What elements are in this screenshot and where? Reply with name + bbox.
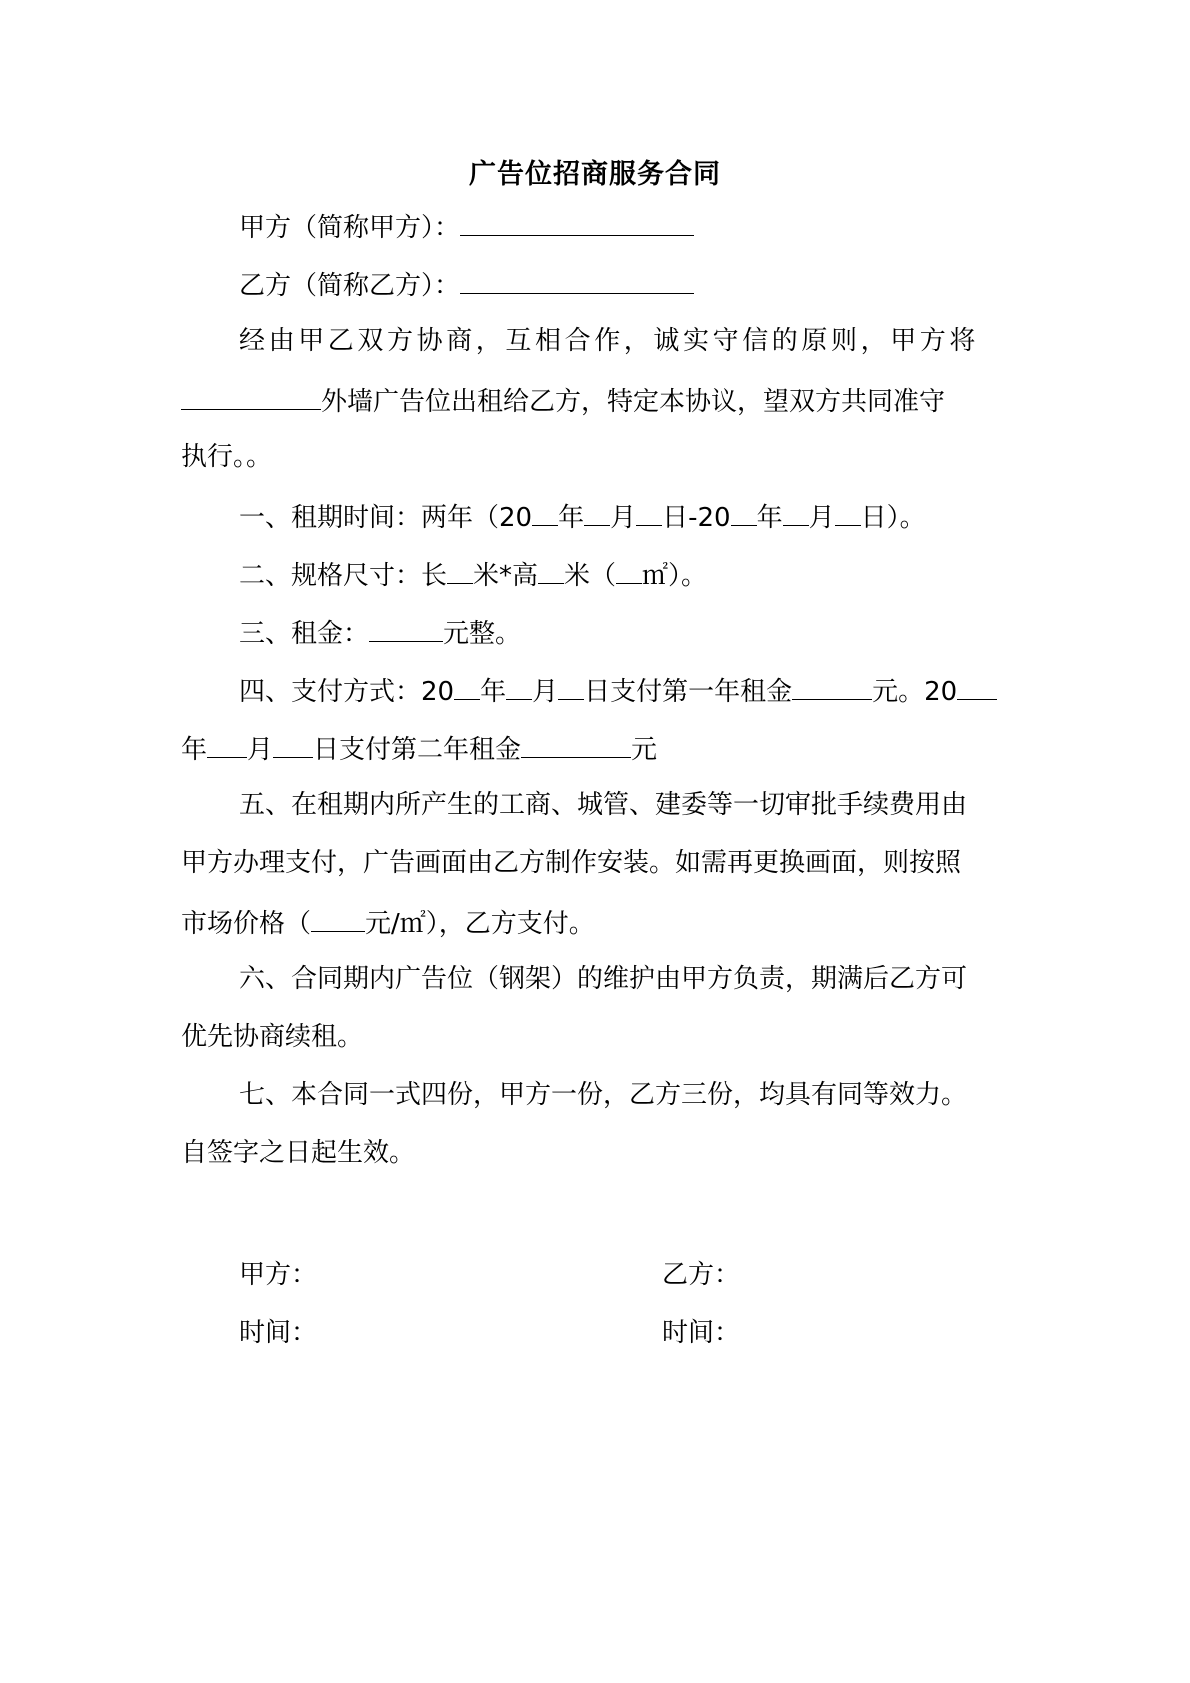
day-blank (636, 495, 662, 526)
clause-5-line-2: 甲方办理支付，广告画面由乙方制作安装。如需再更换画面，则按照 (181, 848, 962, 878)
signature-party-b: 乙方： (662, 1260, 741, 1290)
clause-4-text: 日支付第二年租金 (313, 735, 522, 765)
signature-time-b: 时间： (662, 1318, 741, 1348)
clause-4-text: 元 (631, 735, 658, 765)
party-a-label: 甲方（简称甲方）： (239, 213, 461, 243)
clause-3 (239, 611, 521, 654)
clause-6-line-1: 六、合同期内广告位（钢架）的维护由甲方负责，期满后乙方可 (239, 964, 968, 994)
clause-1-text: 月 (610, 503, 637, 533)
length-blank (447, 553, 473, 584)
party-a-line (239, 205, 694, 248)
clause-1-text: 日-20 (662, 503, 731, 533)
clause-3-text: 元整。 (443, 619, 522, 649)
height-blank (538, 553, 564, 584)
day-blank (835, 495, 861, 526)
clause-2-text: ㎡）。 (642, 561, 708, 591)
clause-4-text: 月 (247, 735, 274, 765)
clause-4-text: 元。20 (872, 677, 958, 707)
intro-line-2 (181, 379, 945, 422)
location-blank (181, 379, 321, 410)
year-blank (957, 669, 997, 700)
day-blank (273, 727, 313, 758)
clause-2-text: 米（ (564, 561, 617, 591)
clause-7-line-2: 自签字之日起生效。 (181, 1138, 416, 1168)
clause-4-text: 四、支付方式：20 (239, 677, 455, 707)
clause-4-line-1 (239, 669, 997, 712)
clause-6-line-2: 优先协商续租。 (181, 1022, 364, 1052)
clause-4-line-2 (181, 727, 657, 770)
clause-1 (239, 495, 926, 538)
clause-4-text: 年 (480, 677, 507, 707)
document-title: 广告位招商服务合同 (469, 159, 721, 190)
month-blank (207, 727, 247, 758)
clause-1-text: 一、租期时间：两年（20 (239, 503, 533, 533)
intro-line-1: 经由甲乙双方协商，互相合作，诚实守信的原则，甲方将 (239, 326, 980, 356)
month-blank (783, 495, 809, 526)
signature-party-a: 甲方： (239, 1260, 318, 1290)
clause-4-text: 月 (532, 677, 559, 707)
clause-4-text: 年 (181, 735, 208, 765)
month-blank (506, 669, 532, 700)
clause-2-text: 二、规格尺寸：长 (239, 561, 448, 591)
party-a-blank (460, 205, 694, 236)
clause-5-text: 市场价格（ (181, 909, 312, 939)
clause-5-text: 元/㎡），乙方支付。 (365, 909, 595, 939)
clause-3-text: 三、租金： (239, 619, 370, 649)
day-blank (558, 669, 584, 700)
clause-1-text: 年 (558, 503, 585, 533)
clause-4-text: 日支付第一年租金 (584, 677, 793, 707)
intro-line-3: 执行。。 (181, 442, 273, 472)
clause-7-line-1: 七、本合同一式四份，甲方一份，乙方三份，均具有同等效力。 (239, 1080, 968, 1110)
first-year-rent-blank (792, 669, 872, 700)
month-blank (584, 495, 610, 526)
party-b-label: 乙方（简称乙方）： (239, 271, 461, 301)
signature-time-a: 时间： (239, 1318, 318, 1348)
clause-1-text: 月 (808, 503, 835, 533)
area-blank (616, 553, 642, 584)
year-blank (731, 495, 757, 526)
clause-1-text: 日）。 (860, 503, 926, 533)
clause-5-line-3 (181, 901, 595, 944)
price-blank (311, 901, 365, 932)
second-year-rent-blank (521, 727, 631, 758)
clause-2 (239, 553, 707, 596)
intro-line-2-text: 外墙广告位出租给乙方，特定本协议，望双方共同准守 (321, 387, 946, 417)
party-b-blank (460, 263, 694, 294)
year-blank (532, 495, 558, 526)
party-b-line (239, 263, 694, 306)
clause-1-text: 年 (756, 503, 783, 533)
rent-blank (369, 611, 443, 642)
year-blank (454, 669, 480, 700)
clause-2-text: 米*高 (473, 561, 539, 591)
clause-5-line-1: 五、在租期内所产生的工商、城管、建委等一切审批手续费用由 (239, 790, 968, 820)
